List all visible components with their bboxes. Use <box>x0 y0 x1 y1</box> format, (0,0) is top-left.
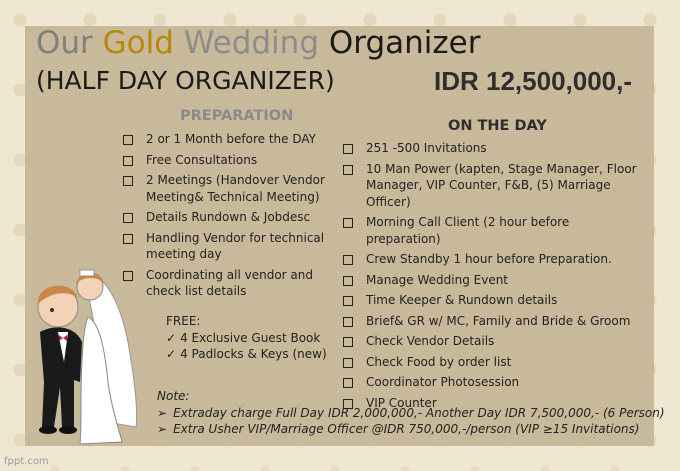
shoe-shape <box>39 426 57 434</box>
shoe-shape <box>59 426 77 434</box>
list-item: 10 Man Power (kapten, Stage Manager, Floor Manager, VIP Counter, F&B, (5) Marriage Officer) <box>342 161 647 211</box>
arrow-right-icon: ➢ <box>157 422 168 436</box>
list-item: VIP Counter <box>342 395 647 412</box>
title-word-gold: Gold <box>102 25 184 61</box>
checkbox-square-icon <box>343 144 353 154</box>
title-word-organizer: Organizer <box>328 25 481 61</box>
arrow-right-icon: ➢ <box>157 405 168 420</box>
list-item: 2 Meetings (Handover Vendor Meeting& Technical Meeting) <box>122 172 327 205</box>
checkbox-square-icon <box>343 317 353 327</box>
checkbox-square-icon <box>343 296 353 306</box>
page-title <box>36 23 480 63</box>
list-item: Check Vendor Details <box>342 333 647 350</box>
note-section <box>157 388 665 438</box>
checkbox-square-icon <box>343 378 353 388</box>
on-the-day-heading: ON THE DAY <box>448 118 547 134</box>
groom-eye-shape <box>50 308 54 312</box>
checkbox-square-icon <box>343 218 353 228</box>
list-item: Handling Vendor for technical meeting day <box>122 230 327 263</box>
watermark-text: fppt.com <box>4 456 49 467</box>
note-label: Note: <box>157 389 190 403</box>
checkbox-square-icon <box>343 276 353 286</box>
checkbox-square-icon <box>123 213 133 223</box>
list-item: Manage Wedding Event <box>342 272 647 289</box>
note-item: ➢ Extraday charge Full Day IDR 2,000,000,- Another Day IDR 7,500,000,- (6 Person) <box>157 405 665 420</box>
tiara-shape <box>80 270 94 276</box>
checkbox-square-icon <box>123 234 133 244</box>
free-item: ✓ 4 Exclusive Guest Book <box>166 330 321 345</box>
list-item: 251 -500 Invitations <box>342 140 647 157</box>
checkmark-icon: ✓ <box>166 347 177 361</box>
checkbox-square-icon <box>343 255 353 265</box>
checkbox-square-icon <box>343 337 353 347</box>
checkbox-square-icon <box>343 358 353 368</box>
list-item: Brief& GR w/ MC, Family and Bride & Groom <box>342 313 647 330</box>
list-item: Morning Call Client (2 hour before preparation) <box>342 214 647 247</box>
list-item: Time Keeper & Rundown details <box>342 292 647 309</box>
list-item: 2 or 1 Month before the DAY <box>122 131 327 148</box>
checkbox-square-icon <box>123 176 133 186</box>
free-item: ✓ 4 Padlocks & Keys (new) <box>166 347 327 361</box>
title-word-wedding: Wedding <box>183 25 329 61</box>
checkmark-icon: ✓ <box>166 330 177 345</box>
package-price: IDR 12,500,000,- <box>434 66 633 96</box>
preparation-heading: PREPARATION <box>180 108 294 124</box>
list-item: Coordinator Photosession <box>342 374 647 391</box>
list-item: Crew Standby 1 hour before Preparation. <box>342 251 647 268</box>
checkbox-square-icon <box>123 156 133 166</box>
page-subtitle: (HALF DAY ORGANIZER) <box>36 66 335 95</box>
list-item: Free Consultations <box>122 152 327 169</box>
checkbox-square-icon <box>123 135 133 145</box>
list-item: Coordinating all vendor and check list details <box>122 267 327 300</box>
list-item: Check Food by order list <box>342 354 647 371</box>
on-the-day-list <box>342 140 647 415</box>
note-item: ➢ Extra Usher VIP/Marriage Officer @IDR 750,000,-/person (VIP ≥15 Invitations) <box>157 422 640 436</box>
preparation-list <box>122 131 327 304</box>
free-section <box>166 313 327 363</box>
list-item: Details Rundown & Jobdesc <box>122 209 327 226</box>
checkbox-square-icon <box>343 165 353 175</box>
free-label: FREE: <box>166 314 201 328</box>
wedding-couple-illustration <box>10 262 145 452</box>
title-word-our: Our <box>36 25 103 61</box>
